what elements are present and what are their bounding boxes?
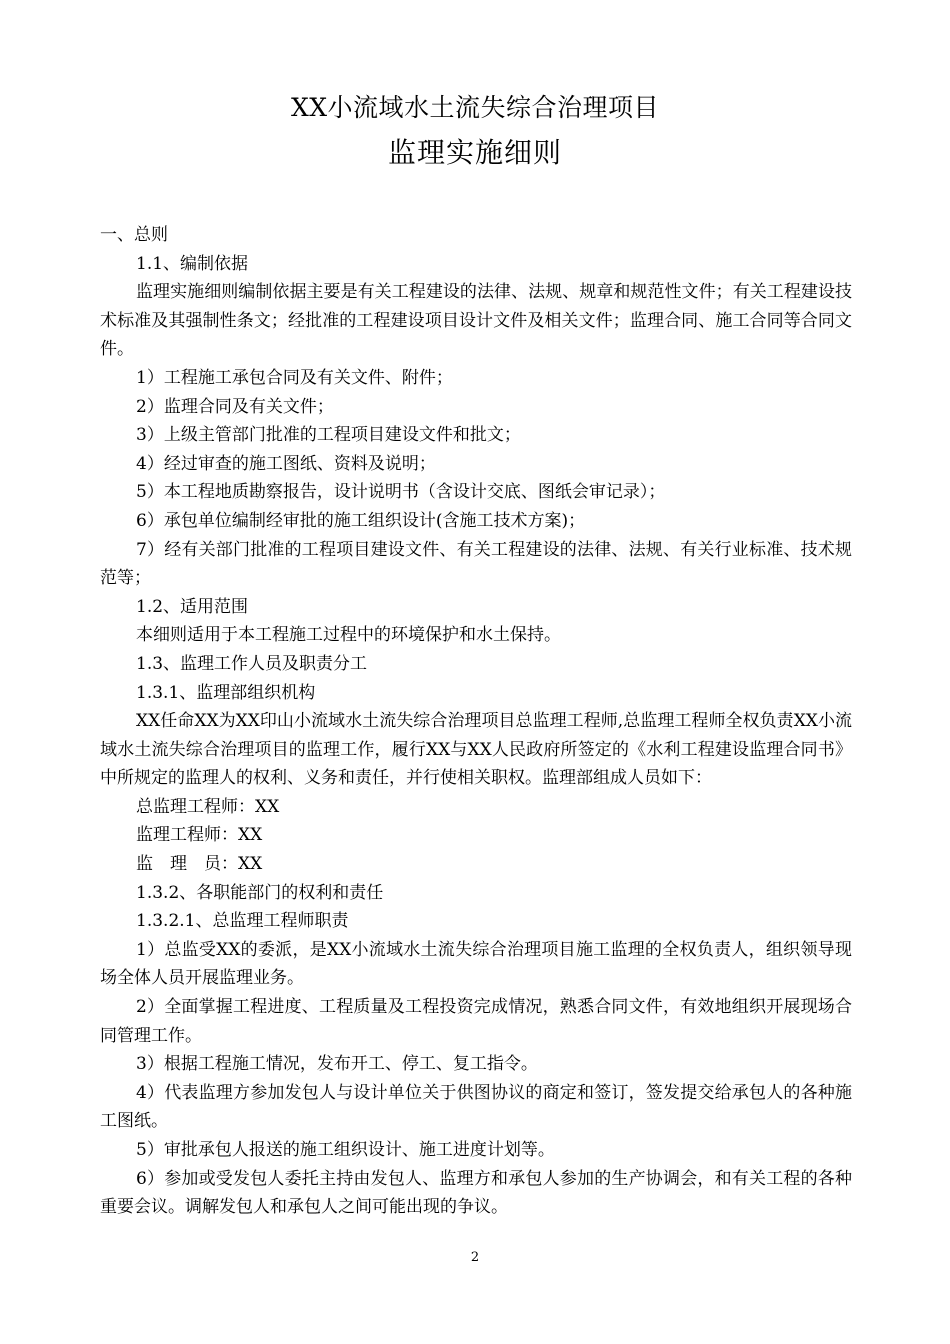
subsection-heading: 1.3.2、各职能部门的权利和责任 bbox=[136, 882, 384, 903]
list-item: 5）审批承包人报送的施工组织设计、施工进度计划等。 bbox=[136, 1140, 555, 1160]
staff-line: 监 理 员：XX bbox=[136, 854, 263, 875]
page-number: 2 bbox=[470, 1250, 480, 1265]
document-body bbox=[100, 221, 852, 1222]
list-item: 3）上级主管部门批准的工程项目建设文件和批文； bbox=[136, 425, 521, 446]
document-title: XX小流域水土流失综合治理项目 bbox=[290, 93, 660, 122]
list-item: 2）监理合同及有关文件； bbox=[136, 396, 334, 417]
list-item: 4）代表监理方参加发包人与设计单位关于供图协议的商定和签订，签发提交给承包人的各种施工图纸。 bbox=[100, 1082, 852, 1132]
paragraph: 本细则适用于本工程施工过程中的环境保护和水土保持。 bbox=[136, 625, 561, 646]
paragraph: 监理实施细则编制依据主要是有关工程建设的法律、法规、规章和规范性文件；有关工程建设技术标准及其强制性条文；经批准的工程建设项目设计文件及相关文件；监理合同、施工合同等合同文件。 bbox=[100, 282, 852, 360]
list-item: 5）本工程地质勘察报告，设计说明书（含设计交底、图纸会审记录）； bbox=[136, 482, 666, 503]
staff-line: 总监理工程师：XX bbox=[136, 796, 280, 817]
list-item: 4）经过审查的施工图纸、资料及说明； bbox=[136, 453, 436, 474]
list-item: 2）全面掌握工程进度、工程质量及工程投资完成情况，熟悉合同文件，有效地组织开展现场合同管理工作。 bbox=[100, 997, 852, 1046]
list-item: 3）根据工程施工情况，发布开工、停工、复工指令。 bbox=[136, 1054, 538, 1075]
staff-line: 监理工程师：XX bbox=[136, 825, 263, 846]
list-item: 6）参加或受发包人委托主持由发包人、监理方和承包人参加的生产协调会，和有关工程的各种重要会议。调解发包人和承包人之间可能出现的争议。 bbox=[100, 1168, 852, 1218]
section-heading: 一、总则 bbox=[100, 225, 168, 245]
subsection-heading: 1.1、编制依据 bbox=[136, 253, 249, 274]
subsection-heading: 1.3、监理工作人员及职责分工 bbox=[136, 653, 368, 674]
list-item: 7）经有关部门批准的工程项目建设文件、有关工程建设的法律、法规、有关行业标准、技术规范等； bbox=[100, 539, 852, 589]
document-subtitle: 监理实施细则 bbox=[387, 136, 562, 169]
list-item: 1）工程施工承包合同及有关文件、附件； bbox=[136, 367, 453, 388]
list-item: 1）总监受XX的委派，是XX小流域水土流失综合治理项目施工监理的全权负责人，组织领导现场全体人员开展监理业务。 bbox=[100, 939, 852, 989]
subsection-heading: 1.2、适用范围 bbox=[136, 596, 249, 617]
subsection-heading: 1.3.2.1、总监理工程师职责 bbox=[136, 911, 349, 932]
subsection-heading: 1.3.1、监理部组织机构 bbox=[136, 682, 316, 703]
paragraph: XX任命XX为XX印山小流域水土流失综合治理项目总监理工程师,总监理工程师全权负责XX小流域水土流失综合治理项目的监理工作，履行XX与XX人民政府所签定的《水利工程建设监理合同书》中所规定的监理人的权利、义务和责任，并行使相关职权。监理部组成人员如下： bbox=[100, 711, 852, 789]
list-item: 6）承包单位编制经审批的施工组织设计(含施工技术方案)； bbox=[136, 510, 586, 531]
